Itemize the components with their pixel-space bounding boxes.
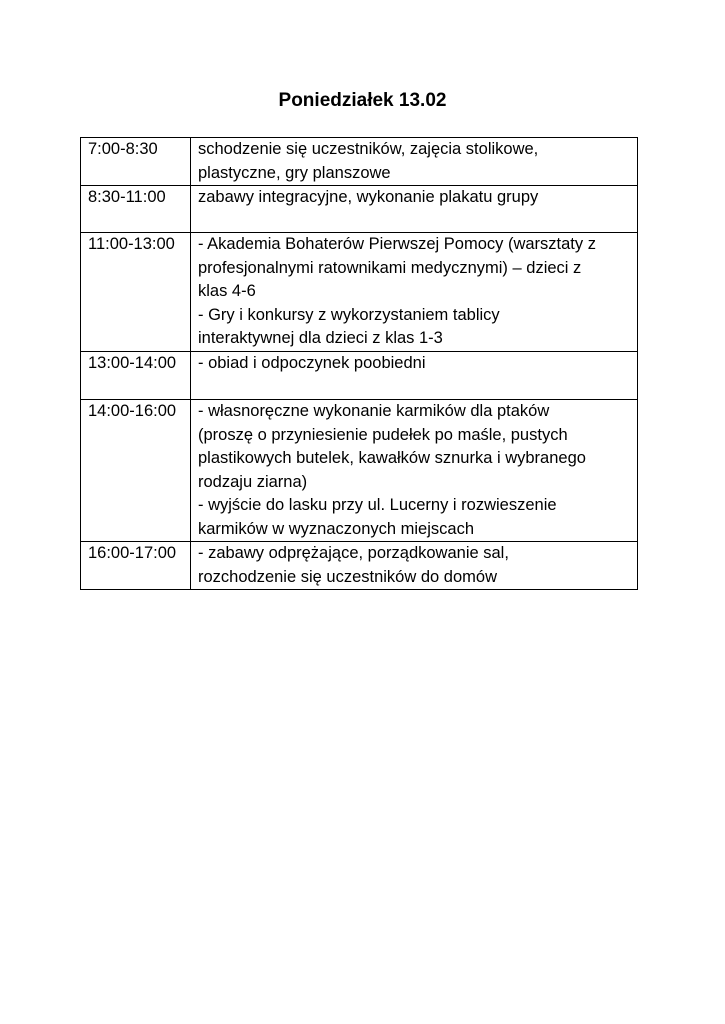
- activity-line: karmików w wyznaczonych miejscach: [198, 519, 474, 538]
- activity-line: - zabawy odprężające, porządkowanie sal,: [198, 544, 509, 562]
- activity-line: plastyczne, gry planszowe: [198, 163, 391, 182]
- activity-line: rozchodzenie się uczestników do domów: [198, 567, 497, 586]
- activity-line: klas 4-6: [198, 282, 256, 300]
- table-row: [81, 233, 638, 352]
- activity-cell: [191, 352, 638, 400]
- table-row: [81, 352, 638, 400]
- activity-line: zabawy integracyjne, wykonanie plakatu grupy: [198, 188, 539, 206]
- time-cell: 16:00-17:00: [81, 542, 191, 590]
- activity-line: plastikowych butelek, kawałków sznurka i wybranego: [198, 449, 586, 467]
- activity-line: profesjonalnymi ratownikami medycznymi) – dzieci z: [198, 258, 582, 277]
- activity-line: interaktywnej dla dzieci z klas 1-3: [198, 329, 443, 347]
- activity-cell: [191, 186, 638, 233]
- activity-line: (proszę o przyniesienie pudełek po maśle, pustych: [198, 425, 568, 444]
- schedule-table: [80, 137, 638, 590]
- activity-line: - obiad i odpoczynek poobiedni: [198, 354, 426, 372]
- table-row: [81, 186, 638, 233]
- time-cell: 13:00-14:00: [81, 352, 191, 400]
- activity-cell: [191, 138, 638, 186]
- activity-cell: [191, 400, 638, 542]
- table-row: [81, 138, 638, 186]
- time-cell: 14:00-16:00: [81, 400, 191, 542]
- time-cell: 8:30-11:00: [81, 186, 191, 233]
- time-cell: 11:00-13:00: [81, 233, 191, 352]
- page-title: Poniedziałek 13.02: [278, 90, 447, 111]
- activity-cell: [191, 233, 638, 352]
- activity-line: rodzaju ziarna): [198, 472, 308, 491]
- table-row: [81, 400, 638, 542]
- activity-line: - własnoręczne wykonanie karmików dla ptaków: [198, 402, 550, 420]
- time-cell: 7:00-8:30: [81, 138, 191, 186]
- activity-line: - Gry i konkursy z wykorzystaniem tablicy: [198, 305, 500, 324]
- activity-line: - wyjście do lasku przy ul. Lucerny i rozwieszenie: [198, 496, 557, 514]
- activity-line: - Akademia Bohaterów Pierwszej Pomocy (warsztaty z: [198, 235, 596, 253]
- activity-cell: [191, 542, 638, 590]
- table-row: [81, 542, 638, 590]
- activity-line: schodzenie się uczestników, zajęcia stolikowe,: [198, 140, 539, 158]
